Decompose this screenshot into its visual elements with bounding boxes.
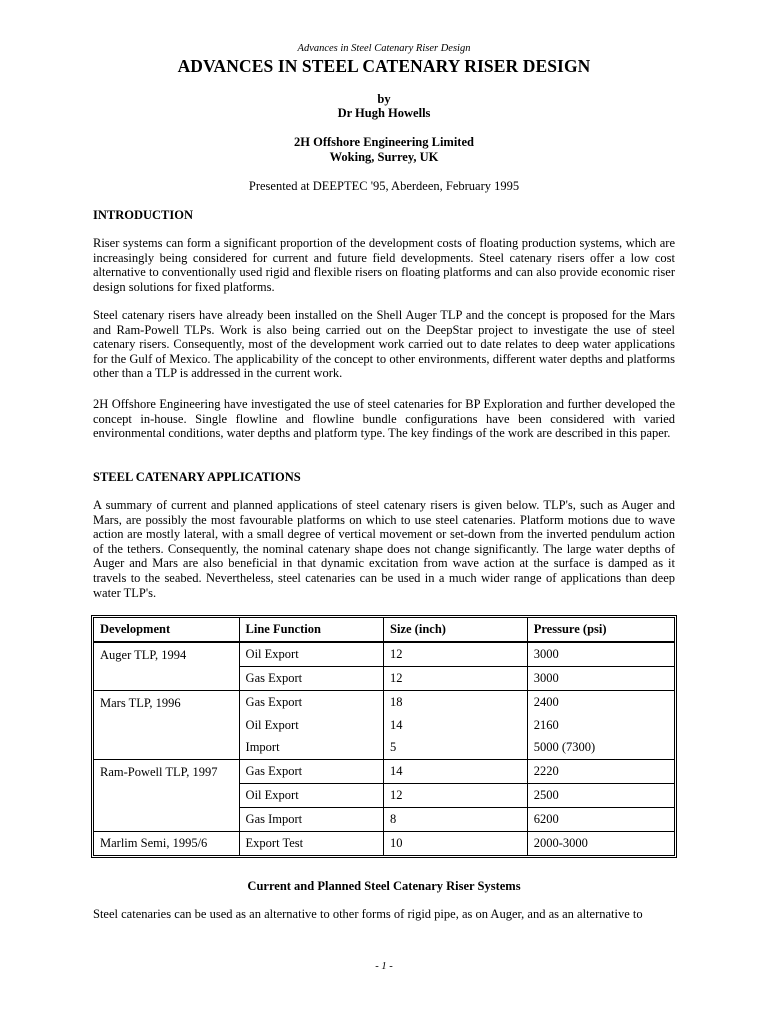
- paragraph-2: Steel catenary risers have already been installed on the Shell Auger TLP and the concept is proposed for the Mars and Ram-Powell TLPs. Work is also being carried out on the DeepStar project to investigate the use of steel catenary risers. Consequently, most of the development work carried out to date relates to deep water applications for the Gulf of Mexico. The applicability of the concept to other environments, different water depths and platforms other than a TLP is addressed in the current work.: [93, 308, 675, 381]
- line-function-cell: Oil Export: [240, 783, 384, 807]
- company-location: Woking, Surrey, UK: [329, 150, 439, 164]
- pressure-cell: 6200: [528, 807, 674, 831]
- line-function-cell: Import: [240, 736, 384, 759]
- size-cell: 10: [384, 831, 528, 855]
- line-function-cell: Oil Export: [240, 642, 384, 666]
- table-header-row: [94, 618, 674, 642]
- table-row: [94, 642, 674, 666]
- size-cell: 12: [384, 783, 528, 807]
- size-cell: 5: [384, 736, 528, 759]
- paper-title: ADVANCES IN STEEL CATENARY RISER DESIGN: [177, 56, 591, 76]
- paragraph-1: Riser systems can form a significant proportion of the development costs of floating production systems, which are increasingly being considered for current and future field developments. Steel catenary risers offer a low cost alternative to conventionally used rigid and flexible risers on floating platforms and can also provide economic riser design solutions for fixed platforms.: [93, 236, 675, 294]
- pressure-cell: 2400: [528, 690, 674, 714]
- line-function-cell: Gas Export: [240, 690, 384, 714]
- table-row: [94, 759, 674, 783]
- line-function-cell: Export Test: [240, 831, 384, 855]
- size-cell: 18: [384, 690, 528, 714]
- column-header-development: Development: [94, 618, 240, 642]
- page-number: - 1 -: [375, 961, 393, 972]
- size-cell: 12: [384, 666, 528, 690]
- pressure-cell: 5000 (7300): [533, 740, 596, 755]
- line-function-cell: Gas Import: [240, 807, 384, 831]
- running-header: Advances in Steel Catenary Riser Design: [297, 43, 471, 54]
- size-cell: 14: [384, 714, 528, 737]
- author-name: Dr Hugh Howells: [337, 106, 431, 120]
- size-cell: 8: [384, 807, 528, 831]
- presented-at: Presented at DEEPTEC '95, Aberdeen, February 1995: [248, 179, 520, 193]
- heading-steel-catenary-applications: STEEL CATENARY APPLICATIONS: [93, 470, 301, 484]
- pressure-cell: 2500: [528, 783, 674, 807]
- table-caption: Current and Planned Steel Catenary Riser Systems: [247, 879, 521, 893]
- pressure-cell: 2000-3000: [528, 831, 674, 855]
- paragraph-4: A summary of current and planned applications of steel catenary risers is given below. TLP's, such as Auger and Mars, are possibly the most favourable platforms on which to use steel catenaries. Platform motions due to wave action are mostly lateral, with a small degree of vertical movement or set-down from the inverted pendulum action of the tethers. Consequently, the nominal catenary shape does not change significantly. The large water depths of Auger and Mars are also beneficial in that dynamic excitation from wave action at the surface is damped as it travels to the seabed. Nevertheless, steel catenaries can be used in a much wider range of applications than deep water TLP's.: [93, 498, 675, 600]
- column-header-size: Size (inch): [384, 618, 528, 642]
- riser-systems-table: [93, 617, 675, 856]
- size-cell: 12: [384, 642, 528, 666]
- pressure-cell: 2160: [533, 717, 559, 732]
- development-cell: Marlim Semi, 1995/6: [94, 831, 240, 855]
- by-line: by: [377, 92, 391, 106]
- paragraph-5: Steel catenaries can be used as an alternative to other forms of rigid pipe, as on Auger, and as an alternative to: [93, 907, 643, 921]
- development-cell: Auger TLP, 1994: [94, 642, 240, 690]
- size-cell: 14: [384, 759, 528, 783]
- line-function-cell: Gas Export: [240, 666, 384, 690]
- line-function-cell: Gas Export: [240, 759, 384, 783]
- column-header-pressure: Pressure (psi): [528, 618, 674, 642]
- table-row: [94, 831, 674, 855]
- company-name: 2H Offshore Engineering Limited: [294, 135, 474, 149]
- pressure-cell: 3000: [528, 666, 674, 690]
- development-cell: Mars TLP, 1996: [94, 690, 240, 760]
- column-header-line-function: Line Function: [240, 618, 384, 642]
- paragraph-3: 2H Offshore Engineering have investigated the use of steel catenaries for BP Exploration and further developed the concept in-house. Single flowline and flowline bundle configurations have been considered with varied environmental conditions, water depths and platform type. The key findings of the work are described in this paper.: [93, 397, 675, 441]
- table-row: [94, 690, 674, 714]
- pressure-cell: 2220: [528, 759, 674, 783]
- heading-introduction: INTRODUCTION: [93, 208, 194, 222]
- pressure-cell: 3000: [528, 642, 674, 666]
- line-function-cell: Oil Export: [240, 714, 384, 737]
- development-cell: Ram-Powell TLP, 1997: [94, 759, 240, 831]
